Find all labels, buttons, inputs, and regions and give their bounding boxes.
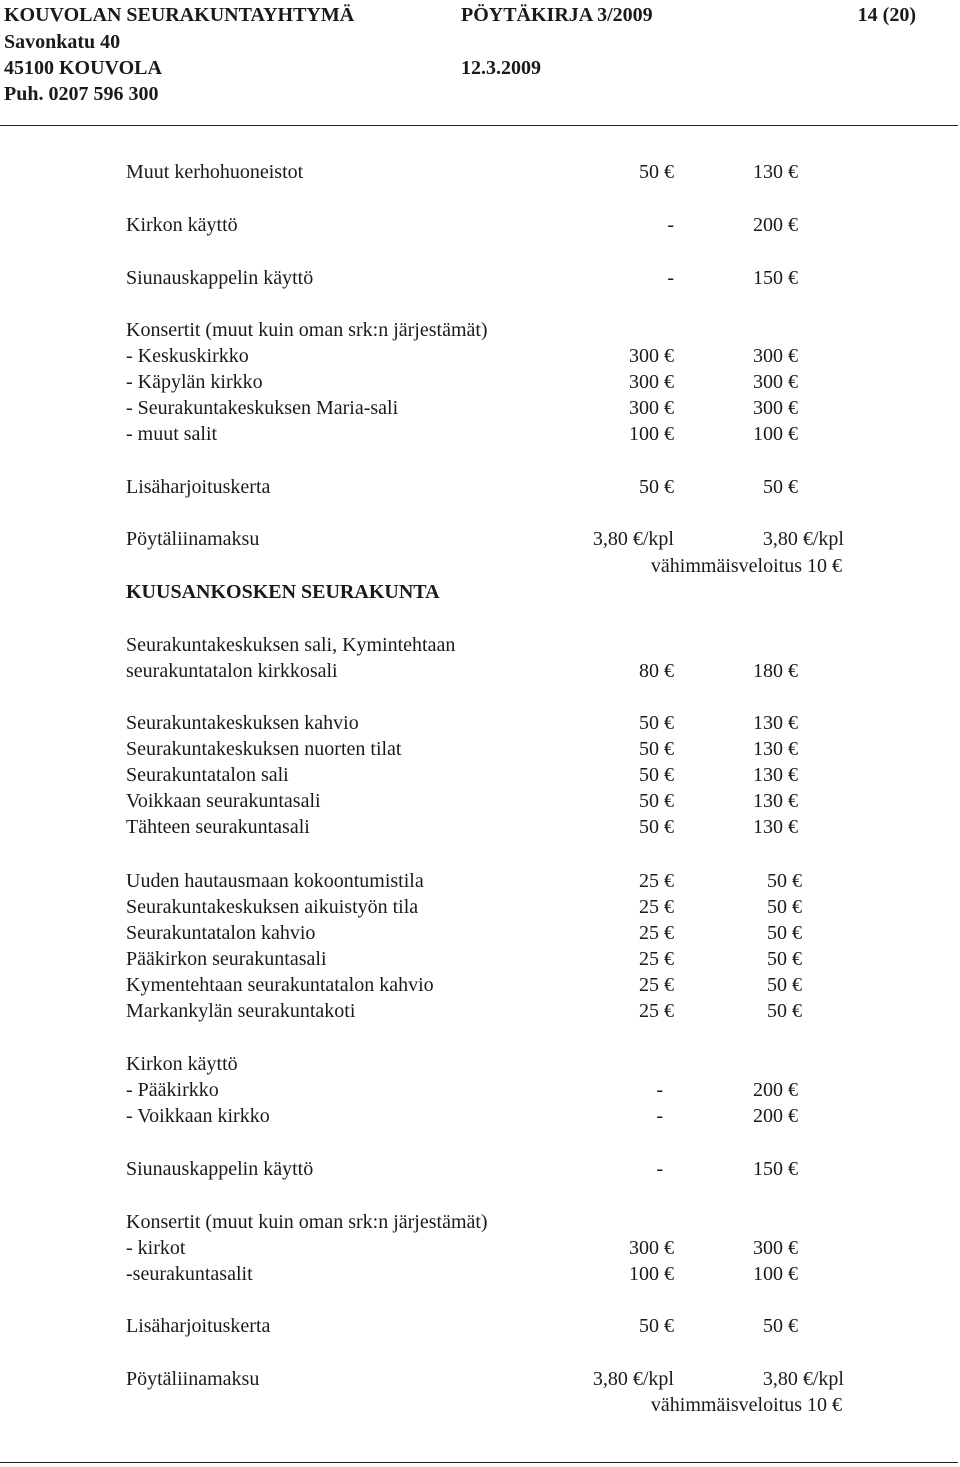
fee-col2: 300 € xyxy=(753,371,798,393)
org-name: KOUVOLAN SEURAKUNTAYHTYMÄ xyxy=(4,4,355,26)
header-divider xyxy=(0,125,958,126)
fee-col2: 50 € xyxy=(767,948,802,970)
row-label: Tähteen seurakuntasali xyxy=(126,816,310,838)
row-label: Lisäharjoituskerta xyxy=(126,476,271,498)
row-label: Lisäharjoituskerta xyxy=(126,1315,271,1337)
fee-col1: 50 € xyxy=(639,1315,674,1337)
row-label: Seurakuntakeskuksen nuorten tilat xyxy=(126,738,402,760)
row-label: - Keskuskirkko xyxy=(126,345,249,367)
row-label: Siunauskappelin käyttö xyxy=(126,1158,314,1180)
fee-col1: 25 € xyxy=(639,1000,674,1022)
fee-col1: 50 € xyxy=(639,161,674,183)
fee-col1: 3,80 €/kpl xyxy=(592,1368,674,1390)
fee-col1: 25 € xyxy=(639,948,674,970)
row-label: Uuden hautausmaan kokoontumistila xyxy=(126,870,424,892)
fee-col1: 25 € xyxy=(639,922,674,944)
row-label: Seurakuntakeskuksen sali, Kymintehtaan xyxy=(126,634,456,656)
row-label: Kymentehtaan seurakuntatalon kahvio xyxy=(126,974,434,996)
row-label: Pääkirkon seurakuntasali xyxy=(126,948,327,970)
fee-col1: 25 € xyxy=(639,870,674,892)
row-label: - Pääkirkko xyxy=(126,1079,219,1101)
row-label: - Seurakuntakeskuksen Maria-sali xyxy=(126,397,399,419)
row-label: Konsertit (muut kuin oman srk:n järjestämät) xyxy=(126,319,488,341)
fee-col2: 50 € xyxy=(763,1315,798,1337)
minimum-charge-note: vähimmäisveloitus 10 € xyxy=(650,1394,842,1416)
fee-col1: 80 € xyxy=(639,660,674,682)
fee-col2: 100 € xyxy=(753,1263,798,1285)
fee-col2: 150 € xyxy=(753,1158,798,1180)
fee-col1: 300 € xyxy=(629,397,674,419)
fee-col1: - xyxy=(656,1105,663,1127)
fee-col2: 130 € xyxy=(753,712,798,734)
fee-col2: 100 € xyxy=(753,423,798,445)
fee-col2: 130 € xyxy=(753,161,798,183)
fee-col1: 100 € xyxy=(629,1263,674,1285)
fee-col2: 300 € xyxy=(753,397,798,419)
fee-col2: 50 € xyxy=(767,870,802,892)
fee-col2: 50 € xyxy=(767,922,802,944)
footer-divider xyxy=(0,1462,958,1463)
fee-col1: 100 € xyxy=(629,423,674,445)
fee-col2: 150 € xyxy=(753,267,798,289)
row-label: - Voikkaan kirkko xyxy=(126,1105,270,1127)
fee-col2: 130 € xyxy=(753,816,798,838)
row-label: Kirkon käyttö xyxy=(126,214,238,236)
fee-col1: 50 € xyxy=(639,790,674,812)
row-label: Voikkaan seurakuntasali xyxy=(126,790,321,812)
fee-col2: 300 € xyxy=(753,1237,798,1259)
fee-col2: 200 € xyxy=(753,214,798,236)
fee-col1: - xyxy=(656,1079,663,1101)
row-label: Pöytäliinamaksu xyxy=(126,1368,260,1390)
fee-col2: 3,80 €/kpl xyxy=(762,528,844,550)
row-label: - kirkot xyxy=(126,1237,186,1259)
fee-col1: - xyxy=(667,214,674,236)
fee-col2: 130 € xyxy=(753,738,798,760)
fee-col2: 50 € xyxy=(767,896,802,918)
fee-col2: 3,80 €/kpl xyxy=(762,1368,844,1390)
row-label: Kirkon käyttö xyxy=(126,1053,238,1075)
row-label: -seurakuntasalit xyxy=(126,1263,253,1285)
fee-col2: 130 € xyxy=(753,790,798,812)
row-label: Muut kerhohuoneistot xyxy=(126,161,304,183)
fee-col2: 50 € xyxy=(767,974,802,996)
phone-number: Puh. 0207 596 300 xyxy=(4,83,159,105)
fee-col2: 180 € xyxy=(753,660,798,682)
fee-col2: 200 € xyxy=(753,1079,798,1101)
row-label: Markankylän seurakuntakoti xyxy=(126,1000,356,1022)
row-label: Siunauskappelin käyttö xyxy=(126,267,314,289)
fee-col1: 25 € xyxy=(639,896,674,918)
minimum-charge-note: vähimmäisveloitus 10 € xyxy=(650,555,842,577)
section-heading: KUUSANKOSKEN SEURAKUNTA xyxy=(126,581,440,603)
fee-col2: 200 € xyxy=(753,1105,798,1127)
fee-col1: 300 € xyxy=(629,371,674,393)
fee-col1: 300 € xyxy=(629,1237,674,1259)
fee-col1: 300 € xyxy=(629,345,674,367)
street-address: Savonkatu 40 xyxy=(4,31,121,53)
row-label: - muut salit xyxy=(126,423,218,445)
document-title: PÖYTÄKIRJA 3/2009 xyxy=(461,4,653,26)
document-date: 12.3.2009 xyxy=(461,57,541,79)
fee-col2: 50 € xyxy=(767,1000,802,1022)
fee-col2: 300 € xyxy=(753,345,798,367)
fee-col1: 50 € xyxy=(639,712,674,734)
row-label: Seurakuntatalon sali xyxy=(126,764,289,786)
row-label: - Käpylän kirkko xyxy=(126,371,263,393)
row-label: Seurakuntakeskuksen aikuistyön tila xyxy=(126,896,419,918)
fee-col2: 50 € xyxy=(763,476,798,498)
fee-col1: 50 € xyxy=(639,476,674,498)
page-number: 14 (20) xyxy=(857,4,916,26)
row-label: Pöytäliinamaksu xyxy=(126,528,260,550)
row-label: Seurakuntakeskuksen kahvio xyxy=(126,712,359,734)
row-label: Seurakuntatalon kahvio xyxy=(126,922,316,944)
fee-col1: 3,80 €/kpl xyxy=(592,528,674,550)
fee-col1: - xyxy=(667,267,674,289)
row-label: Konsertit (muut kuin oman srk:n järjestämät) xyxy=(126,1211,488,1233)
fee-col1: 25 € xyxy=(639,974,674,996)
fee-col1: 50 € xyxy=(639,764,674,786)
row-label: seurakuntatalon kirkkosali xyxy=(126,660,338,682)
fee-col1: 50 € xyxy=(639,738,674,760)
fee-col1: - xyxy=(656,1158,663,1180)
fee-col1: 50 € xyxy=(639,816,674,838)
postal-address: 45100 KOUVOLA xyxy=(4,57,162,79)
fee-col2: 130 € xyxy=(753,764,798,786)
